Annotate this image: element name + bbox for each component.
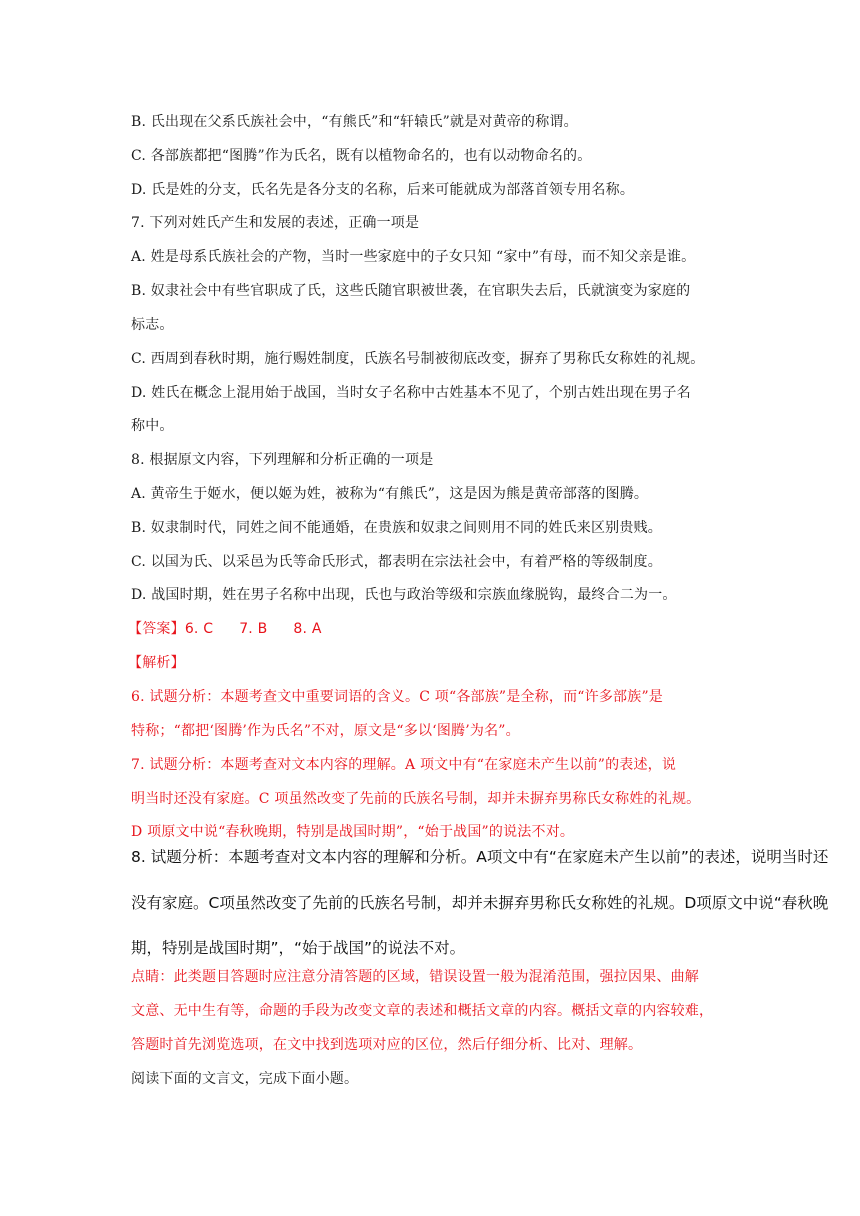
option-7b: B. 奴隶社会中有些官职成了氏，这些氏随官职被世袭，在官职失去后，氏就演变为家庭的 xyxy=(131,283,691,299)
answer-line xyxy=(128,619,322,639)
tip-line-2: 文意、无中生有等，命题的手段为改变文章的表述和概括文章的内容。概括文章的内容较难， xyxy=(131,1003,714,1019)
question-8: 8. 根据原文内容，下列理解和分析正确的一项是 xyxy=(131,452,434,468)
option-7b-cont: 标志。 xyxy=(131,317,174,333)
question-7: 7. 下列对姓氏产生和发展的表述，正确一项是 xyxy=(131,215,420,231)
analysis-8-line-1: 8. 试题分析：本题考查对文本内容的理解和分析。A项文中有“在家庭未产生以前”的表述，说明当时还 xyxy=(131,848,829,866)
option-7d-cont: 称中。 xyxy=(131,418,174,434)
analysis-6-line-1: 6. 试题分析：本题考查文中重要词语的含义。C 项“各部族”是全称，而“许多部族”是 xyxy=(131,689,663,705)
analysis-8-line-3: 期，特别是战国时期”，“始于战国”的说法不对。 xyxy=(131,939,466,957)
option-6d: D. 氏是姓的分支，氏名先是各分支的名称，后来可能就成为部落首领专用名称。 xyxy=(131,182,635,198)
tip-line-3: 答题时首先浏览选项，在文中找到选项对应的区位，然后仔细分析、比对、理解。 xyxy=(131,1037,643,1053)
option-7d: D. 姓氏在概念上混用始于战国，当时女子名称中古姓基本不见了，个别古姓出现在男子名 xyxy=(131,385,691,401)
option-6b: B. 氏出现在父系氏族社会中，“有熊氏”和“轩辕氏”就是对黄帝的称谓。 xyxy=(131,114,578,130)
tip-line-1: 点睛：此类题目答题时应注意分清答题的区域，错误设置一般为混淆范围，强拉因果、曲解 xyxy=(131,969,699,985)
option-6c: C. 各部族都把“图腾”作为氏名，既有以植物命名的，也有以动物命名的。 xyxy=(131,148,592,164)
reading-instruction: 阅读下面的文言文，完成下面小题。 xyxy=(131,1071,359,1087)
answer-8: 8. A xyxy=(293,621,322,637)
analysis-6-line-2: 特称；“都把‘图腾’作为氏名”不对，原文是“多以‘图腾’为名”。 xyxy=(131,723,520,739)
analysis-7-line-3: D 项原文中说“春秋晚期，特别是战国时期”，“始于战国”的说法不对。 xyxy=(131,824,575,840)
analysis-label: 【解析】 xyxy=(128,655,185,671)
option-8c: C. 以国为氏、以采邑为氏等命氏形式，都表明在宗法社会中，有着严格的等级制度。 xyxy=(131,554,662,570)
analysis-7-line-1: 7. 试题分析：本题考查对文本内容的理解。A 项文中有“在家庭未产生以前”的表述，说 xyxy=(131,757,677,773)
answer-6: 6. C xyxy=(184,621,214,637)
option-8d: D. 战国时期，姓在男子名称中出现，氏也与政治等级和宗族血缘脱钩，最终合二为一。 xyxy=(131,587,677,603)
analysis-8-line-2: 没有家庭。C项虽然改变了先前的氏族名号制，却并未摒弃男称氏女称姓的礼规。D项原文中说“春秋晚 xyxy=(131,894,829,912)
answer-7: 7. B xyxy=(239,621,268,637)
analysis-7-line-2: 明当时还没有家庭。C 项虽然改变了先前的氏族名号制，却并未摒弃男称氏女称姓的礼规。 xyxy=(131,791,701,807)
option-8b: B. 奴隶制时代，同姓之间不能通婚，在贵族和奴隶之间则用不同的姓氏来区别贵贱。 xyxy=(131,520,662,536)
option-7c: C. 西周到春秋时期，施行赐姓制度，氏族名号制被彻底改变，摒弃了男称氏女称姓的礼规。 xyxy=(131,351,705,367)
answer-label: 【答案】 xyxy=(128,621,185,637)
option-7a: A. 姓是母系氏族社会的产物，当时一些家庭中的子女只知 “家中”有母，而不知父亲是谁。 xyxy=(131,249,696,265)
option-8a: A. 黄帝生于姬水，便以姬为姓，被称为“有熊氏”，这是因为熊是黄帝部落的图腾。 xyxy=(131,486,649,502)
